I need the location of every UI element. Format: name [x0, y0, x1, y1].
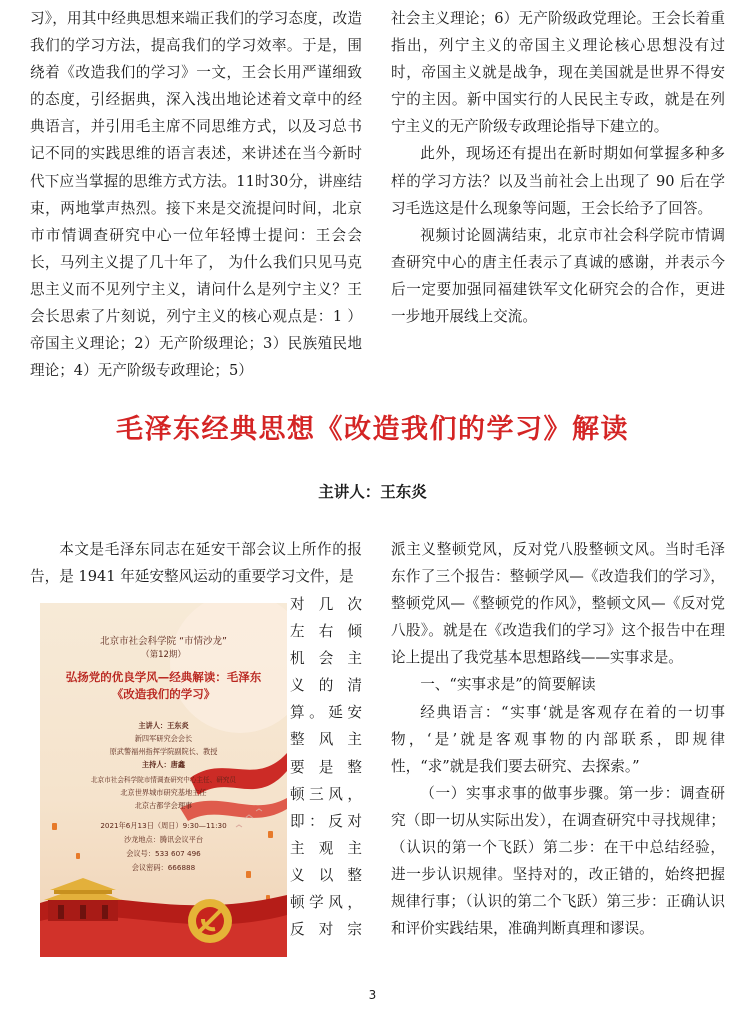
poster-line: 会议密码：666888: [131, 863, 196, 872]
poster-issue: （第12期）: [141, 650, 186, 660]
wrapped-line: 顿三风，: [290, 785, 362, 803]
wrapped-line: 顿学风，: [290, 894, 362, 912]
article-title: 毛泽东经典思想《改造我们的学习》解读: [116, 414, 629, 445]
poster-line: 北京古都学会理事: [134, 801, 193, 810]
article-wrapped-text: [290, 591, 362, 943]
top-right-paragraph-1: 社会主义理论；6）无产阶级政党理论。王会长着重指出，列宁主义的帝国主义理论核心思想没有过时，帝国主义就是战争，现在美国就是世界不得安宁的主因。新中国实行的人民民主专政，就是在列宁主义的无产阶级专政理论指导下建立的。: [391, 10, 725, 136]
poster-org: 北京市社会科学院 “市情沙龙”: [100, 636, 227, 647]
poster-line: 主讲人：王东炎: [138, 721, 189, 730]
wrapped-line: 算。延安: [290, 704, 362, 722]
top-left-paragraph: 习》，用其中经典思想来端正我们的学习态度，改造我们的学习方法，提高我们的学习效率。于是，围绕着《改造我们的学习》一文，王会长用严谨细致的态度，引经据典，深入浅出地论述着文章中的经典语言，并引用毛主席不同思维方式，以及习总书记不同的实践思维的语言表述，来讲述在当今新时代下应当掌握的思维方式方法。11时30分，讲座结束，两地掌声热烈。接下来是交流提问时间，北京市市情调查研究中心一位年轻博士提问：王会会长，马列主义提了几十年了， 为什么我们只见马克思主义而不见列宁主义，请问什么是列宁主义？王会长思索了片刻说，列宁主义的核心观点是：1 ）帝国主义理论；2）无产阶级理论；3）民族殖民地理论；4）无产阶级专政理论；5）: [30, 10, 362, 380]
tiananmen-building-icon: [44, 878, 122, 921]
section-heading: 一、“实事求是”的简要解读: [420, 676, 596, 694]
page-number: 3: [368, 988, 377, 1002]
article-right-paragraph-2: 经典语言：“实事‘就是客观存在着的一切事物，‘是’就是客观事物的内部联系，即规律性，“求”就是我们要去研究、去探索。”: [391, 703, 725, 775]
poster-line: 主持人：唐鑫: [141, 760, 186, 769]
event-poster-image: [40, 603, 287, 957]
wrapped-line: 反对宗: [290, 921, 362, 939]
poster-line: 北京世界城市研究基地主任: [120, 788, 207, 797]
poster-line: 北京市社会科学院市情调查研究中心主任、研究员: [90, 776, 237, 784]
article-right-paragraph-1: 派主义整顿党风，反对党八股整顿文风。当时毛泽东作了三个报告：整顿学风—《改造我们的学习》，整顿党风—《整顿党的作风》，整顿文风—《反对党八股》。就是在《改造我们的学习》这个报告中在理论上提出了我党基本思想路线——实事求是。: [391, 541, 725, 667]
wrapped-line: 左右倾: [290, 623, 362, 641]
party-emblem-icon: [188, 899, 232, 943]
top-right-paragraph-2: 此外，现场还有提出在新时期如何掌握多种多样的学习方法？以及当前社会上出现了 90 后在学习毛选这是什么现象等问题，王会长给予了回答。: [391, 145, 725, 217]
wrapped-line: 义的清: [290, 677, 362, 695]
poster-line: 原武警福州指挥学院副院长、教授: [109, 747, 218, 756]
wrapped-line: 对几次: [290, 596, 362, 613]
wrapped-line: 义以整: [290, 866, 362, 884]
wrapped-line: 即：反对: [290, 812, 362, 830]
wrapped-line: 机会主: [290, 650, 362, 668]
wrapped-line: 要是整: [290, 758, 362, 776]
poster-headline: 《改造我们的学习》: [111, 687, 216, 701]
poster-line: 2021年6月13日（周日）9:30—11:30: [100, 821, 227, 830]
poster-line: 新四军研究会会长: [134, 734, 193, 743]
top-right-paragraph-3: 视频讨论圆满结束，北京市社会科学院市情调查研究中心的唐主任表示了真诚的感谢，并表示今后一定要加强同福建铁军文化研究会的合作，更进一步地开展线上交流。: [391, 226, 725, 326]
poster-line: 沙龙地点：腾讯会议平台: [123, 835, 204, 844]
article-intro-paragraph: 本文是毛泽东同志在延安干部会议上所作的报告，是 1941 年延安整风运动的重要学习文件，是: [30, 541, 362, 586]
article-speaker: 主讲人：王东炎: [318, 483, 427, 501]
top-right-column: [391, 5, 725, 330]
wrapped-line: 主观主: [290, 839, 362, 857]
article-right-column: [391, 536, 725, 942]
article-right-paragraph-3: （一）实事求事的做事步骤。第一步：调查研究（即一切从实际出发），在调查研究中寻找规律；（认识的第一个飞跃）第二步：在干中总结经验，进一步认识规律。坚持对的，改正错的，始终把握规律行事；（认识的第二个飞跃）第三步：正确认识和评价实践结果，准确判断真理和谬误。: [391, 784, 725, 938]
poster-line: 会议号：533 607 496: [126, 849, 201, 858]
poster-headline: 弘扬党的优良学风—经典解读：毛泽东: [65, 670, 262, 684]
wrapped-line: 整风主: [290, 731, 362, 749]
